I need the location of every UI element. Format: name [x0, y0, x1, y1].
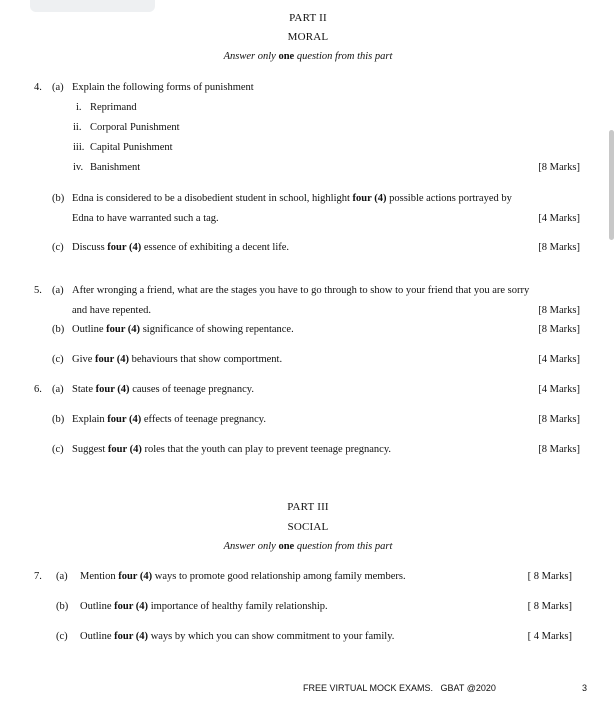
part3-subtitle: SOCIAL [287, 521, 329, 533]
q6b-label: (b) [52, 414, 65, 425]
q4b-label: (b) [52, 193, 65, 204]
q4a-text: Explain the following forms of punishment [72, 82, 254, 93]
q7c-marks: [ 4 Marks] [527, 631, 572, 642]
q6a-label: (a) [52, 384, 64, 395]
q5c-text: Give four (4) behaviours that show comportment. [72, 354, 283, 365]
q4a-marks: [8 Marks] [538, 162, 580, 173]
q6a-text: State four (4) causes of teenage pregnancy. [72, 384, 254, 395]
q5-number: 5. [34, 285, 42, 296]
part2-title: PART II [289, 12, 327, 24]
q4a-label: (a) [52, 82, 64, 93]
q4c-marks: [8 Marks] [538, 242, 580, 253]
part2-subtitle: MORAL [287, 31, 329, 43]
q6b-text: Explain four (4) effects of teenage pregnancy. [72, 414, 266, 425]
q5a-text: After wronging a friend, what are the stages you have to go through to show to your friend that you are sorry [72, 285, 530, 296]
q4a-item-4-num: iv. [73, 162, 84, 173]
q7a-marks: [ 8 Marks] [527, 571, 572, 582]
q7b-text: Outline four (4) importance of healthy family relationship. [80, 601, 328, 612]
q6c-marks: [8 Marks] [538, 444, 580, 455]
q4c-text: Discuss four (4) essence of exhibiting a decent life. [72, 242, 290, 253]
q5a-label: (a) [52, 285, 64, 296]
q6a-marks: [4 Marks] [538, 384, 580, 395]
q4b-marks: [4 Marks] [538, 213, 580, 224]
q4b-text-line2: Edna to have warranted such a tag. [72, 213, 219, 224]
q4a-item-1: Reprimand [90, 102, 137, 113]
scrollbar-thumb[interactable] [609, 130, 614, 240]
part3-title: PART III [287, 501, 329, 513]
q4a-item-2-num: ii. [73, 122, 82, 133]
q4-number: 4. [34, 82, 42, 93]
q5a-marks: [8 Marks] [538, 305, 580, 316]
footer-text: FREE VIRTUAL MOCK EXAMS. GBAT @2020 [303, 683, 496, 693]
q4a-item-4: Banishment [90, 162, 141, 173]
q7c-label: (c) [56, 631, 68, 642]
q4a-item-3-num: iii. [73, 142, 85, 153]
q7-number: 7. [34, 571, 42, 582]
q6b-marks: [8 Marks] [538, 414, 580, 425]
q6c-text: Suggest four (4) roles that the youth can play to prevent teenage pregnancy. [72, 444, 392, 455]
q7c-text: Outline four (4) ways by which you can show commitment to your family. [80, 631, 395, 642]
q4a-item-3: Capital Punishment [90, 142, 173, 153]
q7a-label: (a) [56, 571, 68, 582]
q4a-item-1-num: i. [76, 102, 82, 113]
q4c-label: (c) [52, 242, 64, 253]
q7a-text: Mention four (4) ways to promote good relationship among family members. [80, 571, 406, 582]
q5b-marks: [8 Marks] [538, 324, 580, 335]
q5b-label: (b) [52, 324, 65, 335]
q7b-marks: [ 8 Marks] [527, 601, 572, 612]
q5b-text: Outline four (4) significance of showing repentance. [72, 324, 294, 335]
q7b-label: (b) [56, 601, 69, 612]
q4a-item-2: Corporal Punishment [90, 122, 180, 133]
q6-number: 6. [34, 384, 42, 395]
q5a-text-line2: and have repented. [72, 305, 152, 316]
q5c-label: (c) [52, 354, 64, 365]
part2-instruction: Answer only one question from this part [223, 51, 393, 62]
q4b-text: Edna is considered to be a disobedient student in school, highlight four (4) possible actions portrayed by [72, 193, 512, 204]
q5c-marks: [4 Marks] [538, 354, 580, 365]
page-number: 3 [582, 683, 588, 693]
q6c-label: (c) [52, 444, 64, 455]
part3-instruction: Answer only one question from this part [223, 541, 393, 552]
top-toolbar-remnant [30, 0, 155, 12]
